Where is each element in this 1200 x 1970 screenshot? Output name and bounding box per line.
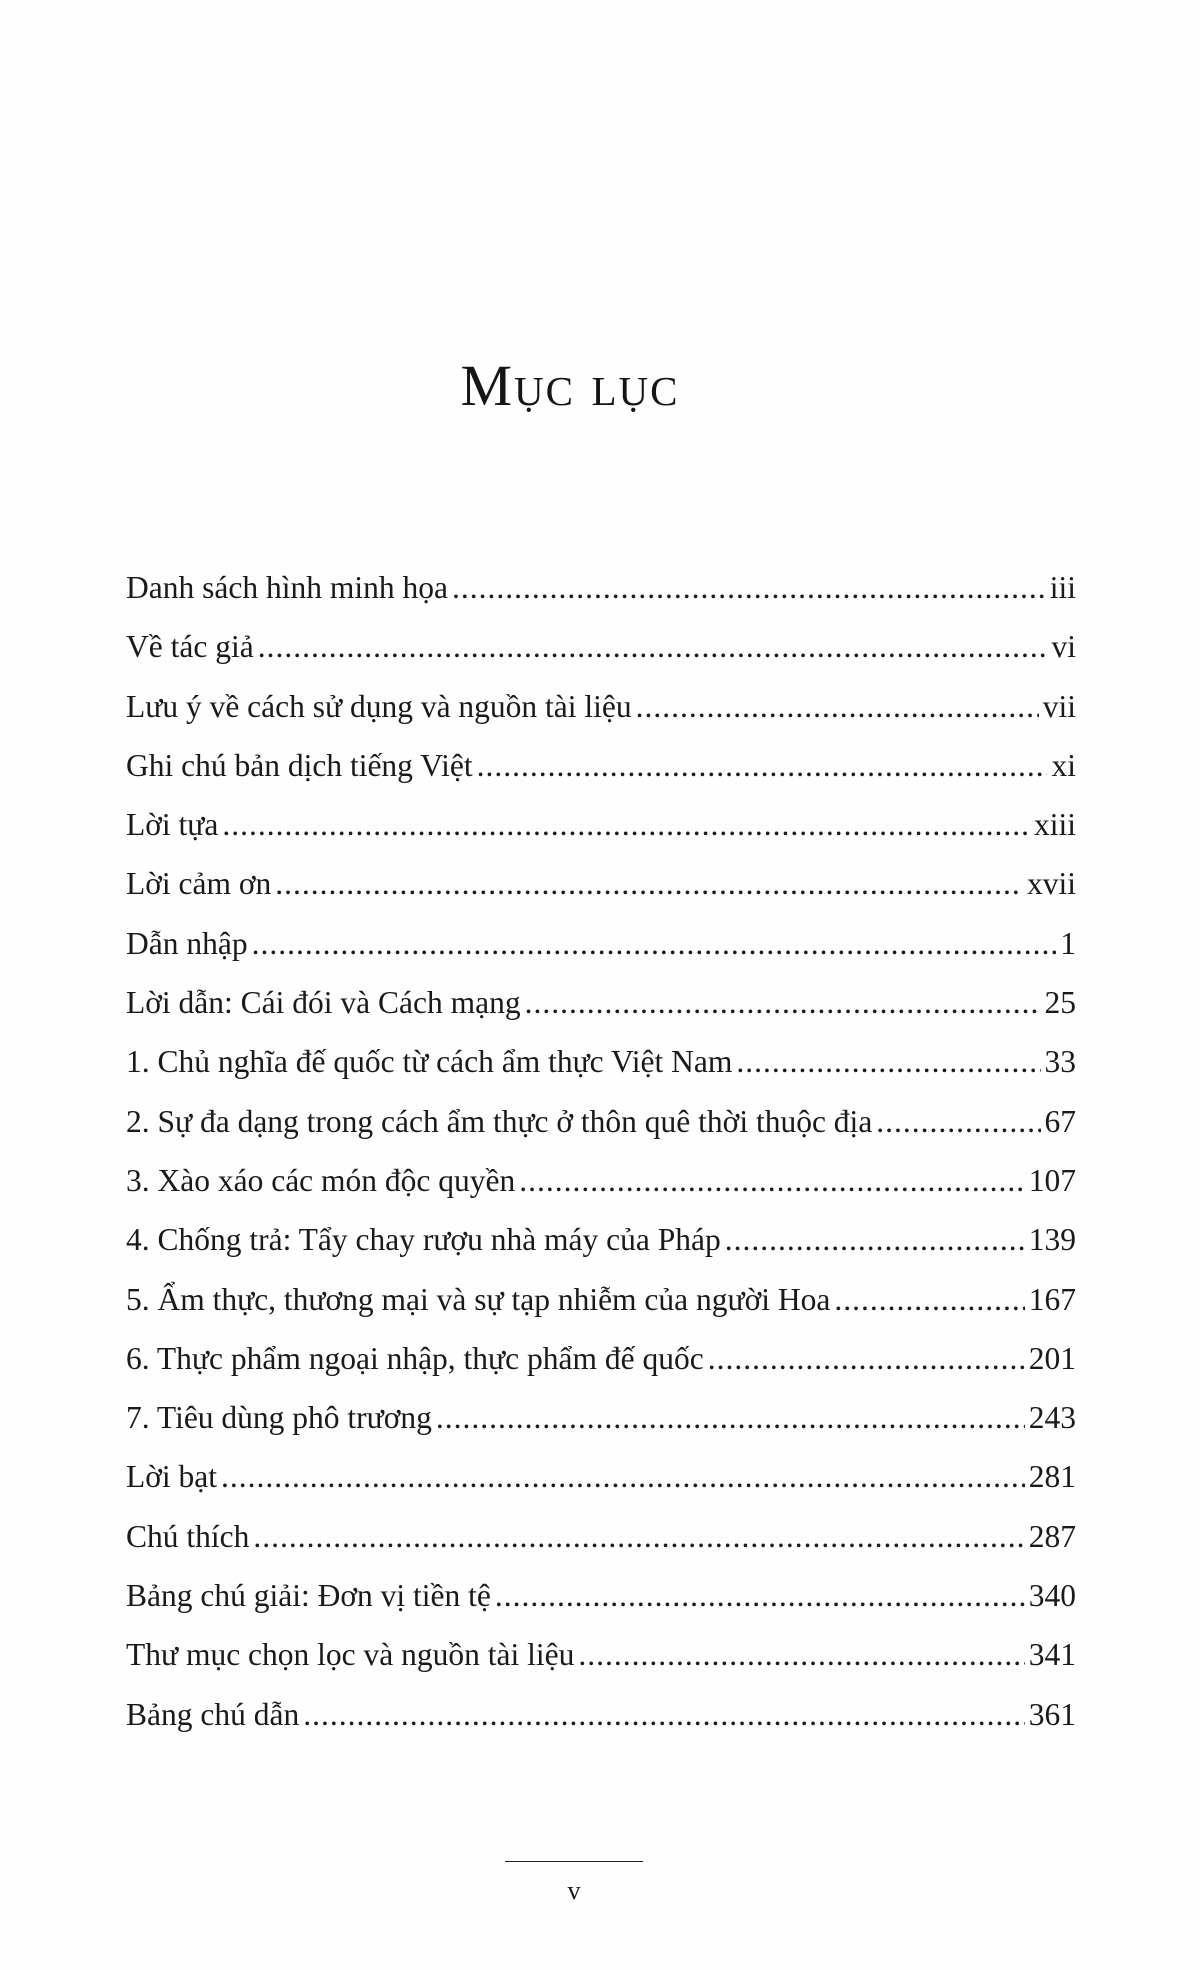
toc-entry bbox=[126, 1210, 1076, 1269]
toc-entry-label: 3. Xào xáo các món độc quyền bbox=[126, 1162, 516, 1198]
toc-entry bbox=[126, 1685, 1076, 1744]
toc-entry bbox=[126, 1151, 1076, 1210]
toc-entry bbox=[126, 736, 1076, 795]
toc-entry bbox=[126, 1388, 1076, 1447]
toc-entry-label: Lời bạt bbox=[126, 1459, 218, 1495]
toc-entry-page: 340 bbox=[1028, 1578, 1076, 1614]
toc-entry-label: Chú thích bbox=[126, 1518, 250, 1554]
toc-entry-label: 5. Ẩm thực, thương mại và sự tạp nhiễm của người Hoa bbox=[126, 1281, 831, 1317]
toc-entry-page: 201 bbox=[1028, 1340, 1076, 1376]
toc-entry-page: 361 bbox=[1028, 1696, 1076, 1732]
toc-entry-page: 243 bbox=[1028, 1400, 1076, 1436]
dot-leader bbox=[253, 1507, 1024, 1566]
toc-entry-label: Lời cảm ơn bbox=[126, 866, 272, 902]
toc-entry-page: vi bbox=[1051, 629, 1076, 665]
toc-entry bbox=[126, 677, 1076, 736]
dot-leader bbox=[303, 1685, 1025, 1744]
toc-entry bbox=[126, 1329, 1076, 1388]
dot-leader bbox=[708, 1329, 1025, 1388]
dot-leader bbox=[222, 795, 1030, 854]
dot-leader bbox=[736, 1032, 1040, 1091]
dot-leader bbox=[834, 1270, 1024, 1329]
toc-entry-page: vii bbox=[1042, 688, 1076, 724]
dot-leader bbox=[876, 1092, 1040, 1151]
toc-entry-label: 4. Chống trả: Tẩy chay rượu nhà máy của Pháp bbox=[126, 1222, 721, 1258]
toc-entry-label: Lưu ý về cách sử dụng và nguồn tài liệu bbox=[126, 688, 632, 724]
toc-entry-page: xvii bbox=[1026, 866, 1076, 902]
dot-leader bbox=[452, 558, 1046, 617]
dot-leader bbox=[436, 1388, 1025, 1447]
toc-entry bbox=[126, 617, 1076, 676]
toc-entry bbox=[126, 1447, 1076, 1506]
dot-leader bbox=[636, 677, 1039, 736]
toc-entry bbox=[126, 1092, 1076, 1151]
dot-leader bbox=[275, 854, 1023, 913]
toc-entry-label: Lời dẫn: Cái đói và Cách mạng bbox=[126, 985, 521, 1021]
toc-entry-page: 67 bbox=[1044, 1103, 1076, 1139]
toc-entry bbox=[126, 1625, 1076, 1684]
toc-entry bbox=[126, 795, 1076, 854]
toc-entry-page: iii bbox=[1049, 570, 1076, 605]
toc-entry bbox=[126, 558, 1076, 617]
toc-entry bbox=[126, 1507, 1076, 1566]
footer-divider bbox=[505, 1861, 643, 1862]
toc-entry-label: Danh sách hình minh họa bbox=[126, 570, 448, 605]
page-title: Mục lục bbox=[460, 353, 680, 418]
toc-entry-label: Về tác giả bbox=[126, 629, 254, 665]
toc-entry-label: Bảng chú dẫn bbox=[126, 1696, 300, 1732]
toc-entry-page: 139 bbox=[1028, 1222, 1076, 1258]
toc-entry-label: 6. Thực phẩm ngoại nhập, thực phẩm đế quốc bbox=[126, 1340, 704, 1376]
toc-entry-page: 33 bbox=[1044, 1044, 1076, 1080]
toc-entry-label: Bảng chú giải: Đơn vị tiền tệ bbox=[126, 1578, 491, 1614]
dot-leader bbox=[519, 1151, 1025, 1210]
toc-entry bbox=[126, 973, 1076, 1032]
toc-entry bbox=[126, 1032, 1076, 1091]
toc-entry-label: 2. Sự đa dạng trong cách ẩm thực ở thôn quê thời thuộc địa bbox=[126, 1103, 873, 1139]
toc-entry-page: 107 bbox=[1028, 1162, 1076, 1198]
toc-entry-label: Thư mục chọn lọc và nguồn tài liệu bbox=[126, 1637, 575, 1673]
dot-leader bbox=[252, 914, 1057, 973]
dot-leader bbox=[578, 1625, 1024, 1684]
toc-entry-label: Dẫn nhập bbox=[126, 925, 248, 961]
toc-entry-page: 1 bbox=[1060, 925, 1076, 961]
toc-entry bbox=[126, 1566, 1076, 1625]
toc-entry-page: 167 bbox=[1028, 1281, 1076, 1317]
dot-leader bbox=[477, 736, 1048, 795]
toc-entry-page: 281 bbox=[1028, 1459, 1076, 1495]
dot-leader bbox=[221, 1447, 1025, 1506]
dot-leader bbox=[725, 1210, 1025, 1269]
toc-entry bbox=[126, 914, 1076, 973]
toc-entry-page: xi bbox=[1051, 747, 1076, 783]
toc-entry-page: xiii bbox=[1033, 807, 1076, 843]
dot-leader bbox=[258, 617, 1048, 676]
toc-entry-page: 287 bbox=[1028, 1518, 1076, 1554]
dot-leader bbox=[495, 1566, 1025, 1625]
toc-entry-label: 1. Chủ nghĩa đế quốc từ cách ẩm thực Việt Nam bbox=[126, 1044, 733, 1080]
toc-entry-page: 341 bbox=[1028, 1637, 1076, 1673]
toc-entry bbox=[126, 854, 1076, 913]
dot-leader bbox=[525, 973, 1041, 1032]
toc-entry bbox=[126, 1270, 1076, 1329]
toc-entry-page: 25 bbox=[1044, 985, 1076, 1021]
table-of-contents bbox=[126, 558, 1076, 1744]
toc-entry-label: Lời tựa bbox=[126, 807, 219, 843]
toc-entry-label: 7. Tiêu dùng phô trương bbox=[126, 1400, 432, 1436]
page-number: v bbox=[567, 1876, 581, 1905]
toc-entry-label: Ghi chú bản dịch tiếng Việt bbox=[126, 747, 473, 783]
